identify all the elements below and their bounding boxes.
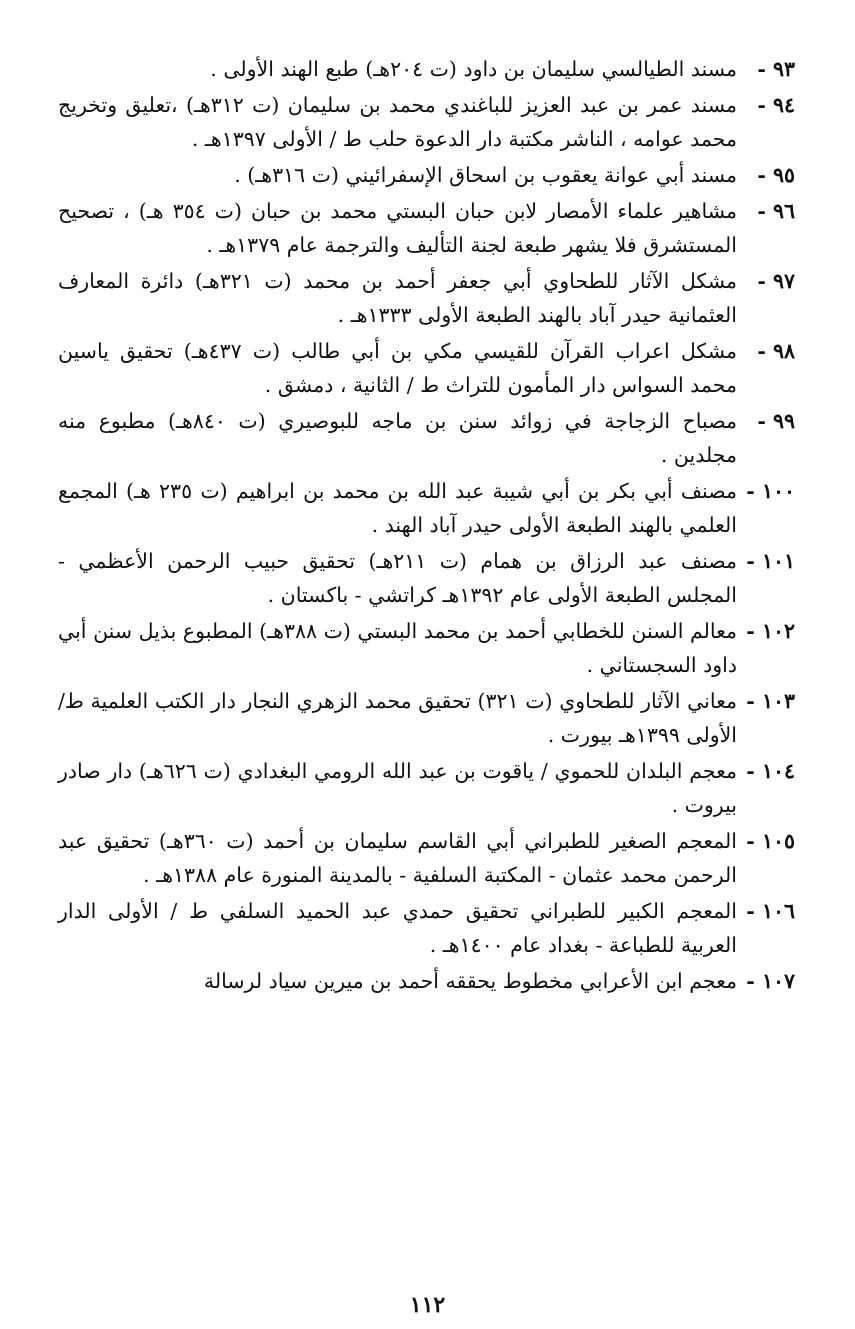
entry-number: ١٠٢ - — [746, 619, 795, 643]
bibliography-entry — [58, 614, 795, 682]
entry-number: ١٠٤ - — [746, 759, 795, 783]
page-number: ١١٢ — [409, 1292, 446, 1318]
entry-text: مصنف عبد الرزاق بن همام (ت ٢١١هـ) تحقيق حبيب الرحمن الأعظمي - المجلس الطبعة الأولى عام ١٣٩٢هـ كراتشي - باكستان . — [58, 549, 738, 607]
bibliography-entry — [58, 334, 795, 402]
bibliography-entry — [58, 88, 795, 156]
entry-number: ١٠٥ - — [746, 829, 795, 853]
entry-text: معجم البلدان للحموي / ياقوت بن عبد الله الرومي البغدادي (ت ٦٢٦هـ) دار صادر بيروت . — [58, 759, 737, 817]
bibliography-entry — [58, 474, 795, 542]
entry-number: ٩٣ - — [757, 57, 795, 81]
entry-text: مشكل اعراب القرآن للقيسي مكي بن أبي طالب (ت ٤٣٧هـ) تحقيق ياسين محمد السواس دار المأمون للتراث ط / الثانية ، دمشق . — [58, 339, 737, 397]
entry-text: مشكل الآثار للطحاوي أبي جعفر أحمد بن محمد (ت ٣٢١هـ) دائرة المعارف العثمانية حيدر آباد بالهند الطبعة الأولى ١٣٣٣هـ . — [58, 269, 737, 327]
bibliography-entry — [58, 404, 795, 472]
entry-text: مسند الطيالسي سليمان بن داود (ت ٢٠٤هـ) طبع الهند الأولى . — [210, 57, 737, 81]
entry-text: مصباح الزجاجة في زوائد سنن بن ماجه للبوصيري (ت ٨٤٠هـ) مطبوع منه مجلدين . — [58, 409, 737, 467]
bibliography-entry — [58, 964, 795, 998]
entry-number: ٩٦ - — [757, 199, 795, 223]
entry-text: مصنف أبي بكر بن أبي شيبة عبد الله بن محمد بن ابراهيم (ت ٢٣٥ هـ) المجمع العلمي بالهند الطبعة الأولى حيدر آباد الهند . — [58, 479, 737, 537]
entry-number: ١٠٠ - — [746, 479, 795, 503]
bibliography-entry — [58, 194, 795, 262]
entry-number: ١٠١ - — [746, 549, 796, 573]
entry-text: مشاهير علماء الأمصار لابن حبان البستي محمد بن حبان (ت ٣٥٤ هـ) ، تصحيح المستشرق فلا يشهر طبعة لجنة التأليف والترجمة عام ١٣٧٩هـ . — [58, 199, 737, 257]
entry-text: مسند أبي عوانة يعقوب بن اسحاق الإسفرائيني (ت ٣١٦هـ) . — [234, 163, 737, 187]
bibliography-entry — [58, 894, 795, 962]
entry-number: ٩٤ - — [757, 93, 795, 117]
entry-text: مسند عمر بن عبد العزيز للباغندي محمد بن سليمان (ت ٣١٢هـ) ،تعليق وتخريج محمد عوامه ، الناشر مكتبة دار الدعوة حلب ط / الأولى ١٣٩٧هـ . — [58, 93, 737, 151]
entry-number: ١٠٣ - — [746, 689, 795, 713]
entry-text: معجم ابن الأعرابي مخطوط يحققه أحمد بن ميرين سياد لرسالة — [203, 969, 737, 993]
entry-number: ٩٨ - — [757, 339, 795, 363]
entry-number: ٩٥ - — [757, 163, 795, 187]
bibliography-entry — [58, 684, 795, 752]
bibliography-entry — [58, 754, 795, 822]
bibliography-entry — [58, 544, 795, 612]
bibliography-list — [58, 52, 795, 1000]
entry-text: معاني الآثار للطحاوي (ت ٣٢١) تحقيق محمد الزهري النجار دار الكتب العلمية ط/ الأولى ١٣٩٩هـ بيورت . — [58, 689, 737, 747]
entry-number: ١٠٧ - — [746, 969, 795, 993]
entry-text: المعجم الصغير للطبراني أبي القاسم سليمان بن أحمد (ت ٣٦٠هـ) تحقيق عبد الرحمن محمد عثمان - المكتبة السلفية - بالمدينة المنورة عام ١٣٨٨هـ . — [58, 829, 737, 887]
entry-number: ١٠٦ - — [746, 899, 795, 923]
entry-text: معالم السنن للخطابي أحمد بن محمد البستي (ت ٣٨٨هـ) المطبوع بذيل سنن أبي داود السجستاني . — [58, 619, 737, 677]
entry-number: ٩٩ - — [757, 409, 795, 433]
bibliography-entry — [58, 52, 795, 86]
entry-text: المعجم الكبير للطبراني تحقيق حمدي عبد الحميد السلفي ط / الأولى الدار العربية للطباعة - بغداد عام ١٤٠٠هـ . — [58, 899, 737, 957]
bibliography-entry — [58, 264, 795, 332]
entry-number: ٩٧ - — [757, 269, 795, 293]
bibliography-entry — [58, 824, 795, 892]
bibliography-entry — [58, 158, 795, 192]
